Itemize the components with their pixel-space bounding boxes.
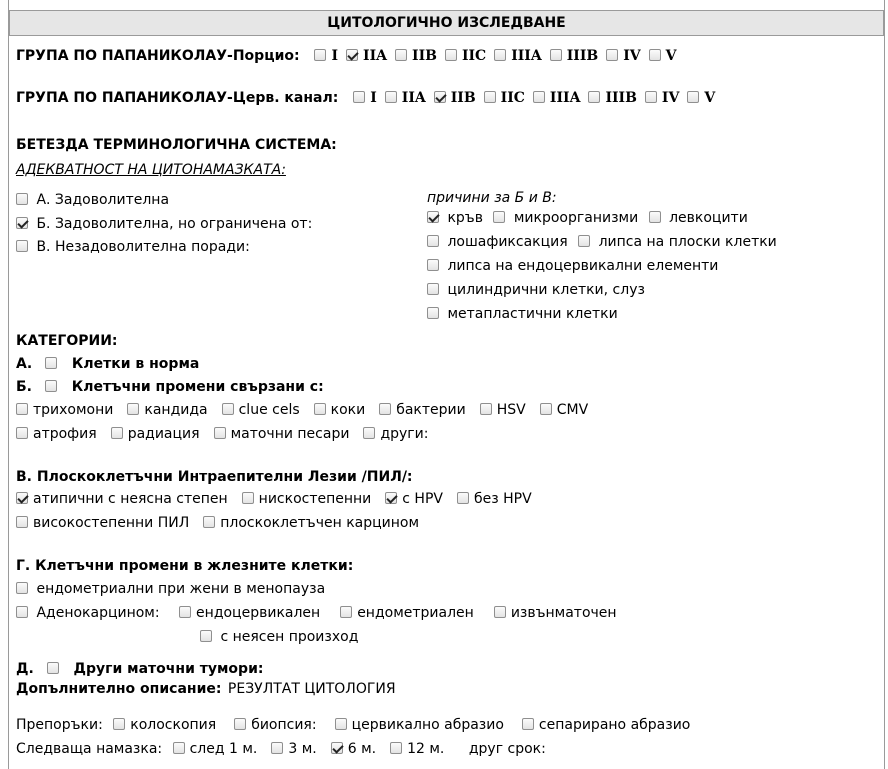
category-b	[16, 379, 324, 395]
category-d	[16, 661, 263, 677]
next-smear-checkbox[interactable]	[331, 742, 343, 754]
adequacy-c-checkbox[interactable]	[16, 240, 28, 252]
reasons-label: причини за Б и В:	[427, 190, 557, 206]
reasons-row-2	[427, 234, 777, 250]
pap-canal-label: IIC	[500, 90, 525, 106]
reason-cylindrical-checkbox[interactable]	[427, 283, 439, 295]
next-smear-label: 3 м.	[288, 741, 317, 757]
g-adeno-type-option	[494, 605, 617, 621]
adequacy-heading: АДЕКВАТНОСТ НА ЦИТОНАМАЗКАТА:	[16, 162, 286, 178]
reasons-row-3	[427, 258, 718, 274]
reason-microorganisms-label: микроорганизми	[513, 210, 639, 226]
adequacy-b	[16, 216, 312, 232]
pap-portio-checkbox[interactable]	[550, 49, 562, 61]
category-b-options-row2	[16, 426, 442, 442]
category-a-prefix: А.	[16, 356, 33, 372]
next-smear-label: 6 м.	[347, 741, 377, 757]
recommendation-option	[522, 717, 690, 733]
pap-portio-checkbox[interactable]	[346, 49, 358, 61]
category-v-label: нискостепенни	[258, 491, 372, 507]
pap-portio-checkbox[interactable]	[649, 49, 661, 61]
next-smear-row	[16, 741, 546, 757]
category-v-checkbox[interactable]	[16, 516, 28, 528]
category-d-label: Други маточни тумори:	[73, 661, 264, 677]
g-adeno-row	[16, 605, 637, 621]
next-smear-checkbox[interactable]	[173, 742, 185, 754]
pap-canal-option	[385, 90, 426, 106]
pap-canal-option	[484, 90, 525, 106]
category-v-checkbox[interactable]	[457, 492, 469, 504]
category-b-option	[379, 402, 466, 418]
next-smear-checkbox[interactable]	[271, 742, 283, 754]
category-b-checkbox[interactable]	[16, 427, 28, 439]
adequacy-a-label: А. Задоволителна	[36, 192, 170, 208]
reason-no-endocervical-label: липса на ендоцервикални елементи	[447, 258, 719, 274]
category-v-option	[457, 491, 532, 507]
category-b-option	[363, 426, 428, 442]
category-v-label: атипични с неясна степен	[33, 491, 228, 507]
g-adeno-checkbox[interactable]	[16, 606, 28, 618]
pap-portio-options	[314, 48, 684, 64]
category-b-option	[127, 402, 207, 418]
reason-cylindrical-label: цилиндрични клетки, слуз	[447, 282, 645, 298]
recommendation-checkbox[interactable]	[522, 718, 534, 730]
pap-canal-label: IIB	[450, 90, 476, 106]
form-title: ЦИТОЛОГИЧНО ИЗСЛЕДВАНЕ	[9, 10, 884, 36]
pap-canal-label: I	[370, 90, 377, 106]
pap-canal-option	[588, 90, 636, 106]
g-adeno-type-option	[340, 605, 474, 621]
recommendations-options	[113, 717, 708, 733]
pap-portio-checkbox[interactable]	[445, 49, 457, 61]
category-b-option	[16, 402, 113, 418]
next-smear-option	[173, 741, 258, 757]
g-adeno-type-label: ендоцервикален	[196, 605, 321, 621]
next-smear-options	[173, 741, 459, 757]
category-b-label: атрофия	[33, 426, 97, 442]
g-adeno-type-checkbox[interactable]	[179, 606, 191, 618]
category-v-option	[385, 491, 443, 507]
adequacy-b-checkbox[interactable]	[16, 217, 28, 229]
category-b-prefix: Б.	[16, 379, 32, 395]
reasons-row-4	[427, 282, 645, 298]
additional-label: Допълнително описание:	[16, 681, 222, 697]
pap-portio-label: IIIB	[566, 48, 599, 64]
category-v-option	[16, 491, 228, 507]
adequacy-a-checkbox[interactable]	[16, 193, 28, 205]
g-adeno-label: Аденокарцином:	[36, 605, 160, 621]
pap-portio-option	[395, 48, 437, 64]
pap-portio-label: IIB	[412, 48, 437, 64]
pap-canal-label: ГРУПА ПО ПАПАНИКОЛАУ-Церв. канал:	[16, 90, 339, 106]
reason-fixation-label: лошафиксакция	[447, 234, 568, 250]
pap-portio-label: ГРУПА ПО ПАПАНИКОЛАУ-Порцио:	[16, 48, 300, 64]
additional-value: РЕЗУЛТАТ ЦИТОЛОГИЯ	[227, 681, 396, 697]
recommendation-label: биопсия:	[251, 717, 317, 733]
next-smear-option	[390, 741, 444, 757]
pap-portio-checkbox[interactable]	[314, 49, 326, 61]
category-v-label: с HPV	[402, 491, 443, 507]
pap-portio-label: IIA	[363, 48, 388, 64]
pap-canal-option	[645, 90, 679, 106]
next-smear-option	[331, 741, 376, 757]
categories-heading: КАТЕГОРИИ:	[16, 333, 118, 349]
category-v-options-row2	[16, 515, 433, 531]
category-v-option	[16, 515, 189, 531]
pap-canal-label: IIA	[401, 90, 426, 106]
category-d-prefix: Д.	[16, 661, 34, 677]
category-b-label: HSV	[496, 402, 526, 418]
category-b-label: кандида	[144, 402, 208, 418]
next-smear-label: Следваща намазка:	[16, 741, 163, 757]
next-smear-label: 12 м.	[407, 741, 445, 757]
adequacy-c	[16, 239, 250, 255]
pap-canal-checkbox[interactable]	[645, 91, 657, 103]
additional-row	[16, 681, 396, 697]
category-a	[16, 356, 199, 372]
category-g-heading: Г. Клетъчни промени в жлезните клетки:	[16, 558, 354, 574]
pap-canal-checkbox[interactable]	[533, 91, 545, 103]
category-v-checkbox[interactable]	[16, 492, 28, 504]
next-smear-label: след 1 м.	[189, 741, 258, 757]
pap-portio-label: V	[665, 48, 677, 64]
pap-canal-checkbox[interactable]	[385, 91, 397, 103]
pap-portio-option	[346, 48, 387, 64]
reason-blood-checkbox[interactable]	[427, 211, 439, 223]
pap-canal-option	[353, 90, 377, 106]
category-b-option	[214, 426, 350, 442]
recommendations-row	[16, 717, 708, 733]
bethesda-heading: БЕТЕЗДА ТЕРМИНОЛОГИЧНА СИСТЕМА:	[16, 137, 337, 153]
adequacy-c-label: В. Незадоволителна поради:	[36, 239, 250, 255]
pap-canal-label: IIIB	[605, 90, 637, 106]
reason-no-squamous-label: липса на плоски клетки	[598, 234, 777, 250]
pap-portio-option	[314, 48, 338, 64]
recommendation-label: цервикално абразио	[351, 717, 504, 733]
reason-fixation-checkbox[interactable]	[427, 235, 439, 247]
category-b-checkbox[interactable]	[363, 427, 375, 439]
category-b-label: други:	[380, 426, 429, 442]
category-b-checkbox[interactable]	[214, 427, 226, 439]
g-adeno	[16, 605, 160, 621]
g-adeno-type-option	[179, 605, 320, 621]
recommendation-checkbox[interactable]	[113, 718, 125, 730]
category-v-option	[242, 491, 372, 507]
g-unclear-checkbox[interactable]	[200, 630, 212, 642]
category-b-checkbox[interactable]	[222, 403, 234, 415]
pap-canal-option	[434, 90, 476, 106]
category-b-options-row1	[16, 402, 602, 418]
pap-portio-option	[649, 48, 677, 64]
g-menopause-label: ендометриални при жени в менопауза	[36, 581, 326, 597]
category-a-checkbox[interactable]	[45, 357, 57, 369]
recommendation-option	[113, 717, 216, 733]
pap-portio-checkbox[interactable]	[395, 49, 407, 61]
pap-canal-checkbox[interactable]	[434, 91, 446, 103]
pap-portio-label: IIC	[461, 48, 487, 64]
category-b-checkbox[interactable]	[314, 403, 326, 415]
reason-leukocytes-checkbox[interactable]	[649, 211, 661, 223]
g-menopause	[16, 581, 325, 597]
pap-portio-option	[606, 48, 640, 64]
category-b-option	[480, 402, 526, 418]
category-v-label: високостепенни ПИЛ	[33, 515, 190, 531]
recommendations-label: Препоръки:	[16, 717, 103, 733]
category-b-option	[314, 402, 366, 418]
reason-no-squamous-checkbox[interactable]	[578, 235, 590, 247]
category-b-label: коки	[330, 402, 366, 418]
category-b-label: радиация	[127, 426, 200, 442]
category-b-checkbox[interactable]	[379, 403, 391, 415]
category-b-label: маточни песари	[230, 426, 350, 442]
pap-portio-checkbox[interactable]	[494, 49, 506, 61]
recommendation-label: сепарирано абразио	[538, 717, 691, 733]
category-b-checkbox[interactable]	[111, 427, 123, 439]
pap-canal-option	[533, 90, 581, 106]
reason-blood-label: кръв	[447, 210, 483, 226]
pap-canal-checkbox[interactable]	[484, 91, 496, 103]
g-menopause-checkbox[interactable]	[16, 582, 28, 594]
category-b-label: clue cels	[238, 402, 300, 418]
category-b-label: трихомони	[33, 402, 114, 418]
pap-canal-label: V	[704, 90, 716, 106]
g-unclear-label: с неясен произход	[220, 629, 359, 645]
next-smear-other: друг срок:	[468, 741, 546, 757]
next-smear-checkbox[interactable]	[390, 742, 402, 754]
category-v-heading: В. Плоскоклетъчни Интраепителни Лезии /ПИЛ/:	[16, 469, 413, 485]
g-adeno-type-checkbox[interactable]	[494, 606, 506, 618]
category-a-label: Клетки в норма	[71, 356, 200, 372]
category-b-option	[16, 426, 97, 442]
category-b-label: бактерии	[396, 402, 466, 418]
pap-portio-option	[445, 48, 486, 64]
category-b-label: CMV	[556, 402, 589, 418]
pap-portio-option	[550, 48, 598, 64]
recommendation-option	[335, 717, 504, 733]
category-v-option	[203, 515, 419, 531]
g-adeno-type-label: извънматочен	[510, 605, 617, 621]
category-v-checkbox[interactable]	[203, 516, 215, 528]
pap-canal-label: IV	[661, 90, 680, 106]
next-smear-option	[271, 741, 316, 757]
category-b-label: Клетъчни промени свързани с:	[71, 379, 324, 395]
pap-canal-label: IIIA	[549, 90, 581, 106]
pap-canal-checkbox[interactable]	[588, 91, 600, 103]
g-unclear	[200, 629, 358, 645]
category-b-option	[540, 402, 588, 418]
reason-metaplastic-checkbox[interactable]	[427, 307, 439, 319]
reasons-row-1	[427, 210, 748, 226]
adequacy-a	[16, 192, 169, 208]
category-v-checkbox[interactable]	[385, 492, 397, 504]
reason-leukocytes-label: левкоцити	[669, 210, 748, 226]
recommendation-option	[234, 717, 316, 733]
category-b-option	[222, 402, 300, 418]
category-v-label: без HPV	[473, 491, 532, 507]
recommendation-checkbox[interactable]	[335, 718, 347, 730]
pap-portio-label: I	[331, 48, 339, 64]
category-b-option	[111, 426, 200, 442]
adequacy-b-label: Б. Задоволителна, но ограничена от:	[36, 216, 313, 232]
reason-metaplastic-label: метапластични клетки	[447, 306, 618, 322]
category-v-options-row1	[16, 491, 546, 507]
pap-canal-option	[687, 90, 715, 106]
category-b-checkbox[interactable]	[16, 403, 28, 415]
pap-portio-label: IV	[623, 48, 641, 64]
pap-canal-row	[16, 90, 723, 106]
category-d-checkbox[interactable]	[47, 662, 59, 674]
pap-portio-label: IIIA	[511, 48, 542, 64]
reason-no-endocervical-checkbox[interactable]	[427, 259, 439, 271]
pap-portio-option	[494, 48, 542, 64]
g-adeno-options	[179, 605, 637, 621]
reasons-row-5	[427, 306, 618, 322]
category-v-checkbox[interactable]	[242, 492, 254, 504]
g-adeno-type-checkbox[interactable]	[340, 606, 352, 618]
reason-microorganisms-checkbox[interactable]	[493, 211, 505, 223]
category-b-checkbox[interactable]	[540, 403, 552, 415]
recommendation-label: колоскопия	[130, 717, 217, 733]
category-b-checkbox[interactable]	[45, 380, 57, 392]
category-b-checkbox[interactable]	[127, 403, 139, 415]
pap-canal-checkbox[interactable]	[353, 91, 365, 103]
pap-portio-row	[16, 48, 685, 64]
pap-canal-checkbox[interactable]	[687, 91, 699, 103]
category-v-label: плоскоклетъчен карцином	[220, 515, 420, 531]
category-b-checkbox[interactable]	[480, 403, 492, 415]
pap-canal-options	[353, 90, 723, 106]
g-adeno-type-label: ендометриален	[357, 605, 474, 621]
pap-portio-checkbox[interactable]	[606, 49, 618, 61]
recommendation-checkbox[interactable]	[234, 718, 246, 730]
